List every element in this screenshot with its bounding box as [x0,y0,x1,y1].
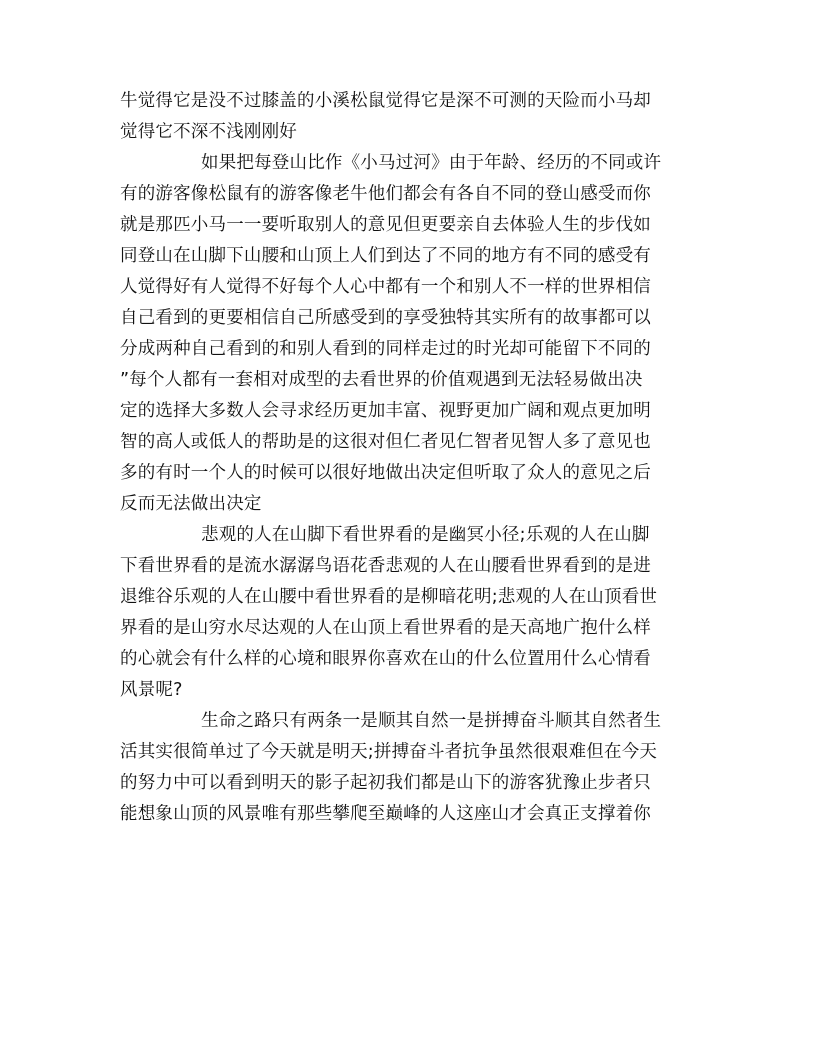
paragraph [120,706,696,830]
text-line: 下看世界看的是流水潺潺鸟语花香悲观的人在山腰看世界看到的是进 [120,556,651,576]
text-line: 的努力中可以看到明天的影子起初我们都是山下的游客犹豫止步者只 [120,773,651,793]
text-line: 智的高人或低人的帮助是的这很对但仁者见仁智者见智人多了意见也 [120,432,651,452]
text-line: 多的有时一个人的时候可以很好地做出决定但听取了众人的意见之后 [120,463,651,483]
text-line: 活其实很简单过了今天就是明天;拼搏奋斗者抗争虽然很艰难但在今天 [120,742,658,762]
text-line: 人觉得好有人觉得不好每个人心中都有一个和别人不一样的世界相信 [120,277,651,297]
text-line: 界看的是山穷水尽达观的人在山顶上看世界看的是天高地广抱什么样 [120,618,651,638]
text-line: 风景呢? [120,680,183,700]
text-line: 就是那匹小马一一要听取别人的意见但更要亲自去体验人生的步伐如 [120,215,651,235]
text-line: 同登山在山脚下山腰和山顶上人们到达了不同的地方有不同的感受有 [120,246,651,266]
text-line: 退维谷乐观的人在山腰中看世界看的是柳暗花明;悲观的人在山顶看世 [120,587,658,607]
text-line: 分成两种自己看到的和别人看到的同样走过的时光却可能留下不同的 [120,339,651,359]
text-line: 能想象山顶的风景唯有那些攀爬至巅峰的人这座山才会真正支撑着你 [120,804,651,824]
paragraph [120,520,696,706]
text-line: 有的游客像松鼠有的游客像老牛他们都会有各自不同的登山感受而你 [120,184,651,204]
document-body [120,86,696,830]
text-line: 反而无法做出决定 [120,494,262,514]
text-line: 定的选择大多数人会寻求经历更加丰富、视野更加广阔和观点更加明 [120,401,651,421]
text-line: 自己看到的更要相信自己所感受到的享受独特其实所有的故事都可以 [120,308,651,328]
text-line: 生命之路只有两条一是顺其自然一是拼搏奋斗顺其自然者生 [201,711,662,731]
text-line: ”每个人都有一套相对成型的去看世界的价值观遇到无法轻易做出决 [120,370,643,390]
paragraph [120,86,696,148]
text-line: 的心就会有什么样的心境和眼界你喜欢在山的什么位置用什么心情看 [120,649,651,669]
paragraph [120,148,696,520]
text-line: 悲观的人在山脚下看世界看的是幽冥小径;乐观的人在山脚 [201,525,650,545]
text-line: 觉得它不深不浅刚刚好 [120,122,297,142]
text-line: 如果把每登山比作《小马过河》由于年龄、经历的不同或许 [201,153,662,173]
text-line: 牛觉得它是没不过膝盖的小溪松鼠觉得它是深不可测的天险而小马却 [120,91,651,111]
